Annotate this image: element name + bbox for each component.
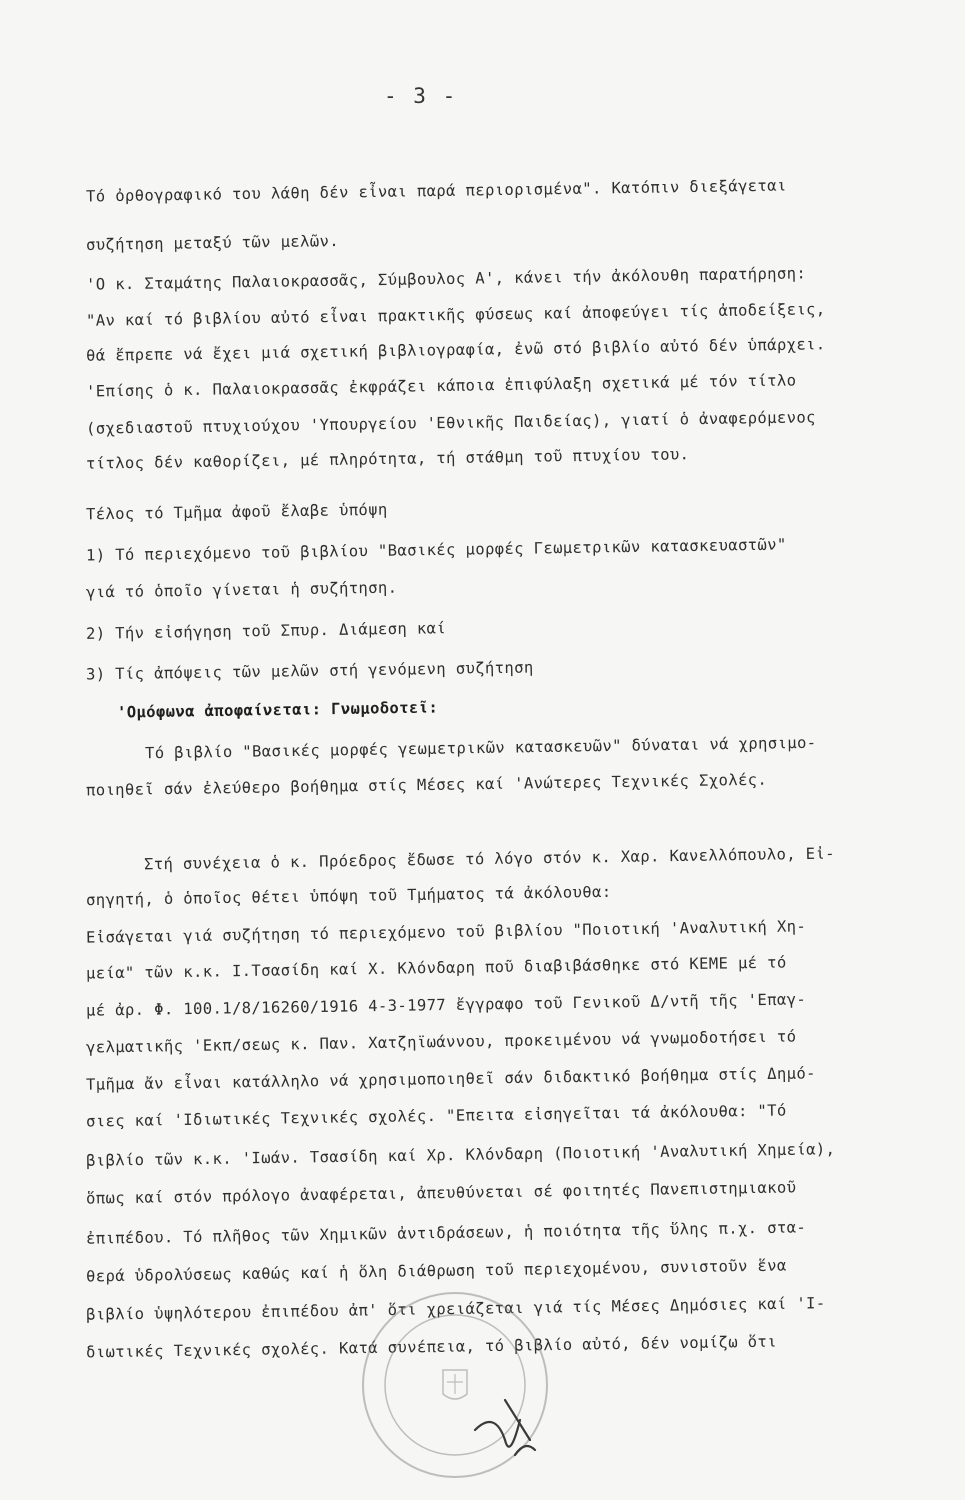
- text-line-22: γελματικῆς 'Εκπ/σεως κ. Παν. Χατζηϊωάννου, προκειμένου νά γνωμοδοτήσει τό: [85, 1027, 797, 1057]
- text-line-19: Εἰσάγεται γιά συζήτηση τό περιεχόμενο τοῦ βιβλίου "Ποιοτική 'Αναλυτική Χη-: [85, 917, 807, 947]
- text-line-8: τίτλος δέν καθορίζει, μέ πληρότητα, τή στάθμη τοῦ πτυχίου του.: [85, 445, 690, 473]
- text-line-25: βιβλίο τῶν κ.κ. 'Ιωάν. Τσασίδη καί Χρ. Κλόνδαρη (Ποιοτική 'Αναλυτική Χημεία),: [85, 1140, 836, 1170]
- text-line-21: μέ ἀρ. Φ. 100.1/8/16260/1916 4-3-1977 ἔγγραφο τοῦ Γενικοῦ Δ/ντῆ τῆς 'Επαγ-: [85, 990, 807, 1020]
- text-line-28: θερά ὑδρολύσεως καθώς καί ἡ ὅλη διάθρωση τοῦ περιεχομένου, συνιστοῦν ἕνα: [85, 1256, 787, 1286]
- text-line-24: σιες καί 'Ιδιωτικές Τεχνικές σχολές. "Επειτα εἰσηγεῖται τά ἀκόλουθα: "Τό: [85, 1101, 787, 1131]
- text-line-4: "Αν καί τό βιβλίου αὐτό εἶναι πρακτικῆς φύσεως καί ἀποφεύγει τίς ἀποδείξεις,: [85, 300, 826, 330]
- page-number: - 3 -: [384, 84, 458, 108]
- signature-mark: [475, 1400, 535, 1455]
- text-line-20: μεία" τῶν κ.κ. Ι.Τσασίδη καί Χ. Κλόνδαρη ποῦ διαβιβάσθηκε στό ΚΕΜΕ μέ τό: [85, 953, 787, 983]
- text-line-30: διωτικές Τεχνικές σχολές. Κατά συνέπεια, τό βιβλίο αὐτό, δέν νομίζω ὅτι: [85, 1332, 778, 1362]
- text-line-17: Στή συνέχεια ὁ κ. Πρόεδρος ἔδωσε τό λόγο στόν κ. Χαρ. Κανελλόπουλο, Εἰ-: [143, 844, 836, 874]
- text-line-5: θά ἔπρεπε νά ἔχει μιά σχετική βιβλιογραφία, ἐνῶ στό βιβλίο αὐτό δέν ὑπάρχει.: [85, 335, 826, 365]
- text-line-11: γιά τό ὁποῖο γίνεται ἡ συζήτηση.: [85, 578, 398, 602]
- text-line-26: ὅπως καί στόν πρόλογο ἀναφέρεται, ἀπευθύνεται σέ φοιτητές Πανεπιστημιακοῦ: [85, 1178, 797, 1208]
- official-stamp: [355, 1290, 565, 1500]
- text-line-23: Τμῆμα ἄν εἶναι κατάλληλο νά χρησιμοποιηθεῖ σάν διδακτικό βοήθημα στίς Δημό-: [85, 1064, 816, 1094]
- text-line-3: 'Ο κ. Σταμάτης Παλαιοκρασσᾶς, Σύμβουλος Α', κάνει τήν ἀκόλουθη παρατήρηση:: [85, 264, 807, 294]
- text-line-29: βιβλίο ὑψηλότερου ἐπιπέδου ἀπ' ὅτι χρειάζεται γιά τίς Μέσες Δημόσιες καί 'Ι-: [85, 1294, 826, 1324]
- text-line-27: ἐπιπέδου. Τό πλῆθος τῶν Χημικῶν ἀντιδράσεων, ἡ ποιότητα τῆς ὕλης π.χ. στα-: [85, 1218, 807, 1248]
- text-line-2: συζήτηση μεταξύ τῶν μελῶν.: [85, 232, 340, 254]
- text-line-7: (σχεδιαστοῦ πτυχιούχου 'Υπουργείου 'Εθνικῆς Παιδείας), γιατί ὁ ἀναφερόμενος: [85, 408, 816, 438]
- text-line-6: 'Επίσης ὁ κ. Παλαιοκρασσᾶς ἐκφράζει κάποια ἐπιφύλαξη σχετικά μέ τόν τίτλο: [85, 371, 797, 401]
- text-line-10: 1) Τό περιεχόμενο τοῦ βιβλίου "Βασικές μορφές Γεωμετρικῶν κατασκευαστῶν": [85, 535, 787, 565]
- text-line-1: Τό ὀρθογραφικό του λάθη δέν εἶναι παρά περιορισμένα". Κατόπιν διεξάγεται: [85, 176, 787, 206]
- text-line-13: 3) Τίς ἀπόψεις τῶν μελῶν στή γενόμενη συζήτηση: [85, 658, 534, 684]
- text-line-9: Τέλος τό Τμῆμα ἀφοῦ ἔλαβε ὑπόψη: [85, 500, 388, 524]
- text-line-12: 2) Τήν εἰσήγηση τοῦ Σπυρ. Διάμεση καί: [85, 619, 447, 643]
- text-line-14: 'Ομόφωνα ἀποφαίνεται: Γνωμοδοτεῖ:: [116, 698, 439, 722]
- text-line-16: ποιηθεῖ σάν ἐλεύθερο βοήθημα στίς Μέσες καί 'Ανώτερες Τεχνικές Σχολές.: [85, 770, 768, 800]
- text-line-15: Τό βιβλίο "Βασικές μορφές γεωμετρικῶν κατασκευῶν" δύναται νά χρησιμο-: [144, 733, 817, 763]
- text-line-18: σηγητή, ὁ ὁποῖος θέτει ὑπόψη τοῦ Τμήματος τά ἀκόλουθα:: [85, 882, 612, 910]
- stamp-emblem-cross: [447, 1374, 463, 1394]
